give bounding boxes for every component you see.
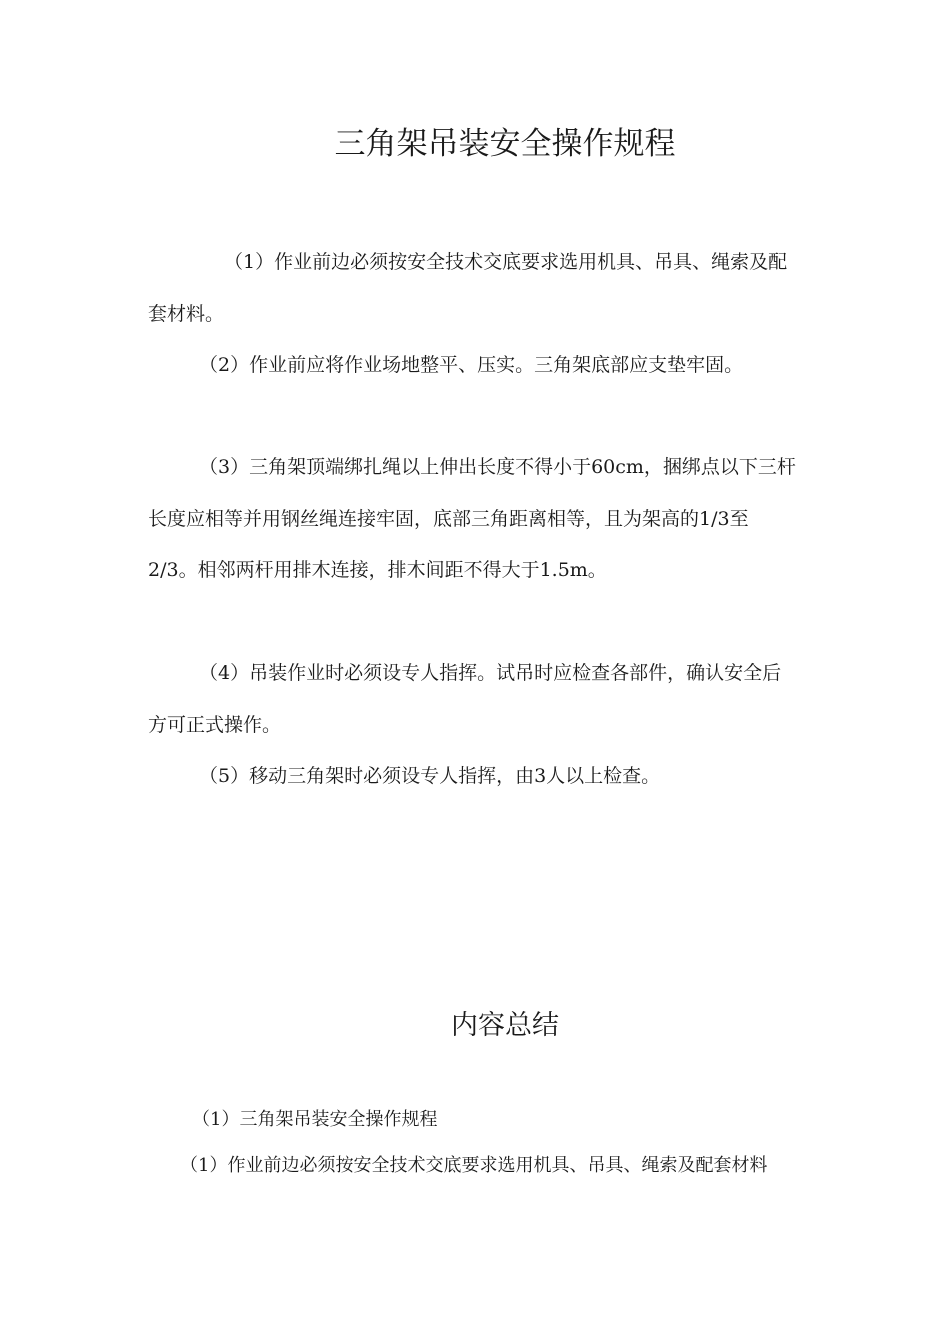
paragraph-2: （2）作业前应将作业场地整平、压实。三角架底部应支垫牢固。 <box>199 354 744 376</box>
summary-title: 内容总结 <box>451 1010 559 1041</box>
summary-heading: （1）三角架吊装安全操作规程 <box>192 1109 438 1130</box>
summary-item: （1）作业前边必须按安全技术交底要求选用机具、吊具、绳索及配套材料 <box>180 1155 768 1176</box>
document-title: 三角架吊装安全操作规程 <box>334 126 676 162</box>
paragraph-5: （5）移动三角架时必须设专人指挥，由3人以上检查。 <box>199 765 661 787</box>
paragraph-3: （3）三角架顶端绑扎绳以上伸出长度不得小于60cm，捆绑点以下三杆长度应相等并用钢丝绳连接牢固，底部三角距离相等，且为架高的1/3至2/3。相邻两杆用排木连接，排木间距不得大于1.5m。 <box>148 456 796 581</box>
paragraph-1: （1）作业前边必须按安全技术交底要求选用机具、吊具、绳索及配套材料。 <box>148 251 788 325</box>
paragraph-4: （4）吊装作业时必须设专人指挥。试吊时应检查各部件，确认安全后方可正式操作。 <box>148 662 782 736</box>
